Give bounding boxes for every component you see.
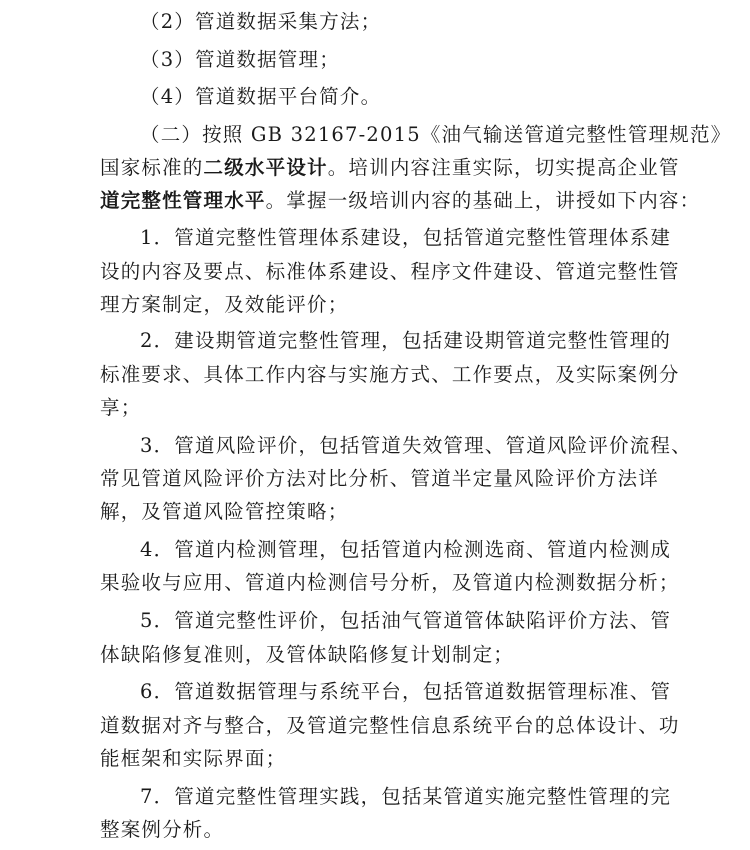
list-item: （2）管道数据采集方法； [140,10,382,33]
list-item-continuation: 享； [100,396,142,419]
emphasis-text: 二级水平设计 [203,156,328,179]
paragraph-line [100,153,680,183]
list-item-continuation: 道数据对齐与整合，及管道完整性信息系统平台的总体设计、功 [100,714,680,737]
list-item: 1．管道完整性管理体系建设，包括管道完整性管理体系建 [140,226,672,249]
list-item-continuation: 能框架和实际界面； [100,747,287,770]
paragraph-text: 国家标准的 [100,156,204,179]
list-item: （3）管道数据管理； [140,48,340,71]
list-item: 3．管道风险评价，包括管道失效管理、管道风险评价流程、 [140,434,692,457]
list-item-continuation: 体缺陷修复准则，及管体缺陷修复计划制定； [100,643,515,666]
list-item-continuation: 常见管道风险评价方法对比分析、管道半定量风险评价方法详 [100,467,659,490]
paragraph-text: 。培训内容注重实际，切实提高企业管 [327,156,680,179]
section-heading: （二）按照 GB 32167-2015《油气输送管道完整性管理规范》 [140,123,732,146]
emphasis-text: 道完整性管理水平 [100,189,266,212]
paragraph-text: 。掌握一级培训内容的基础上，讲授如下内容： [265,189,701,212]
list-item-continuation: 果验收与应用、管道内检测信号分析，及管道内检测数据分析； [100,571,680,594]
list-item: 6．管道数据管理与系统平台，包括管道数据管理标准、管 [140,680,672,703]
list-item-continuation: 标准要求、具体工作内容与实施方式、工作要点，及实际案例分 [100,363,680,386]
list-item-continuation: 解，及管道风险管控策略； [100,500,349,523]
paragraph-line [100,186,701,216]
list-item: 7．管道完整性管理实践，包括某管道实施完整性管理的完 [140,785,672,808]
list-item: （4）管道数据平台简介。 [140,85,382,108]
list-item: 4．管道内检测管理，包括管道内检测选商、管道内检测成 [140,538,672,561]
list-item-continuation: 设的内容及要点、标准体系建设、程序文件建设、管道完整性管 [100,260,680,283]
list-item-continuation: 整案例分析。 [100,818,225,841]
list-item: 2．建设期管道完整性管理，包括建设期管道完整性管理的 [140,329,672,352]
list-item-continuation: 理方案制定，及效能评价； [100,293,349,316]
list-item: 5．管道完整性评价，包括油气管道管体缺陷评价方法、管 [140,609,672,632]
